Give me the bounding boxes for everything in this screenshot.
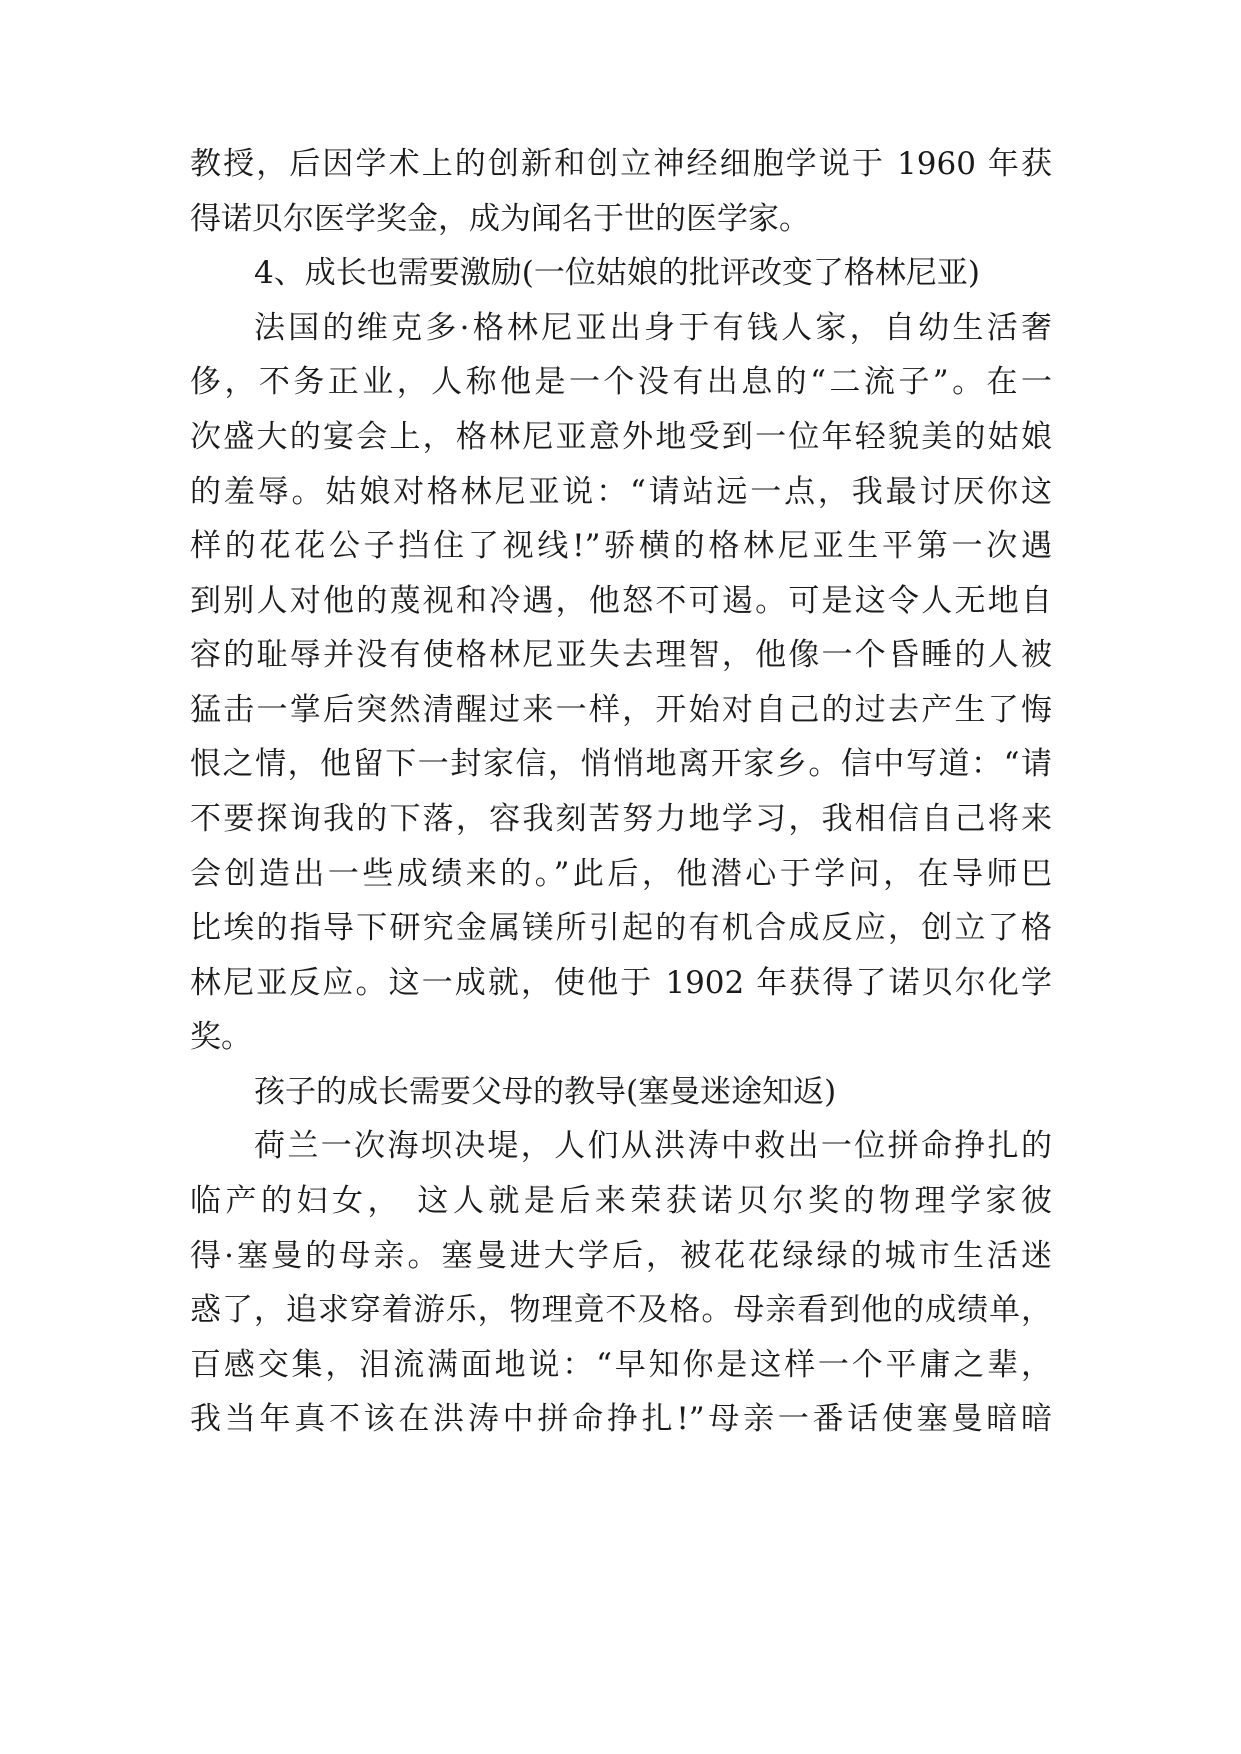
text-line: 奖。 xyxy=(190,1019,252,1055)
text-line: 百感交集，泪流满面地说：“早知你是这样一个平庸之辈， xyxy=(190,1347,1052,1383)
section-heading: 4、成长也需要激励(一位姑娘的批评改变了格林尼亚) xyxy=(254,255,980,291)
text-line: 次盛大的宴会上，格林尼亚意外地受到一位年轻貌美的姑娘 xyxy=(190,419,1052,455)
text-line: 得·塞曼的母亲。塞曼进大学后，被花花绿绿的城市生活迷 xyxy=(190,1238,1052,1274)
text-line: 容的耻辱并没有使格林尼亚失去理智，他像一个昏睡的人被 xyxy=(190,637,1052,673)
text-line: 侈，不务正业，人称他是一个没有出息的“二流子”。在一 xyxy=(190,364,1052,400)
text-line: 会创造出一些成绩来的。”此后，他潜心于学问，在导师巴 xyxy=(190,856,1052,892)
text-line: 比埃的指导下研究金属镁所引起的有机合成反应，创立了格 xyxy=(190,910,1052,946)
text-line: 法国的维克多·格林尼亚出身于有钱人家，自幼生活奢 xyxy=(254,310,1052,346)
text-line: 猛击一掌后突然清醒过来一样，开始对自己的过去产生了悔 xyxy=(190,692,1052,728)
text-line: 样的花花公子挡住了视线!”骄横的格林尼亚生平第一次遇 xyxy=(190,528,1052,564)
text-line: 临产的妇女， 这人就是后来荣获诺贝尔奖的物理学家彼 xyxy=(190,1183,1052,1219)
text-line: 恨之情，他留下一封家信，悄悄地离开家乡。信中写道：“请 xyxy=(190,746,1052,782)
text-line: 到别人对他的蔑视和冷遇，他怒不可遏。可是这令人无地自 xyxy=(190,583,1052,619)
text-line: 惑了，追求穿着游乐，物理竟不及格。母亲看到他的成绩单， xyxy=(190,1292,1052,1328)
section-heading: 孩子的成长需要父母的教导(塞曼迷途知返) xyxy=(254,1074,837,1110)
text-line: 荷兰一次海坝决堤，人们从洪涛中救出一位拼命挣扎的 xyxy=(254,1128,1052,1164)
text-line: 教授，后因学术上的创新和创立神经细胞学说于 1960 年获 xyxy=(190,146,1052,182)
text-line: 我当年真不该在洪涛中拼命挣扎!”母亲一番话使塞曼暗暗 xyxy=(190,1401,1052,1437)
text-line: 的羞辱。姑娘对格林尼亚说：“请站远一点，我最讨厌你这 xyxy=(190,474,1052,510)
text-line: 不要探询我的下落，容我刻苦努力地学习，我相信自己将来 xyxy=(190,801,1052,837)
text-line: 林尼亚反应。这一成就，使他于 1902 年获得了诺贝尔化学 xyxy=(190,965,1052,1001)
text-line: 得诺贝尔医学奖金，成为闻名于世的医学家。 xyxy=(190,201,810,237)
